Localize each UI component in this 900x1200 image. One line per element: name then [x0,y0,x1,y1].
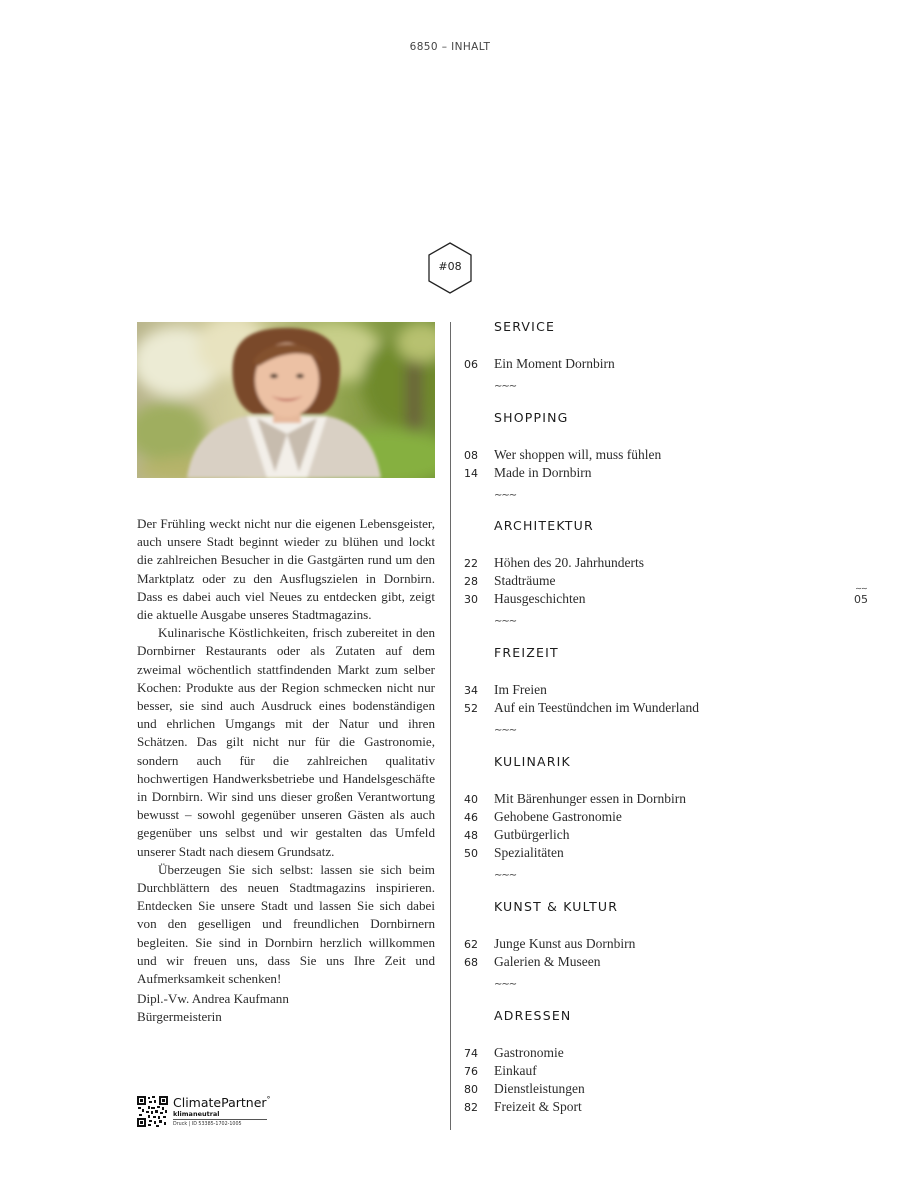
wave-ornament-icon: ∼∼ [855,584,867,593]
toc-entry-page: 68 [464,956,478,970]
toc-entry[interactable] [0,845,900,863]
toc-entry[interactable] [0,809,900,827]
toc-entry-page: 62 [464,938,478,951]
page-number: 05 [854,593,868,606]
toc-entry-title: Freizeit & Sport [494,1099,582,1115]
editorial-paragraph: Überzeugen Sie sich selbst: lassen sie sich beim Durchblättern des neuen Stadtmagazins inspirieren. Entdecken Sie unsere Stadt und lassen Sie sich dabei von den geselligen und freundlichen Dornbirnern begleiten. Sie sind in Dornbirn herzlich willkommen und wir freuen uns, dass Sie uns Ihre Zeit und Aufmerksamkeit schenken! [137,861,435,987]
toc-entry[interactable] [0,936,900,954]
wave-divider-icon: ∼∼∼ [494,870,517,882]
toc-entry-title: Im Freien [494,682,547,697]
toc-entry-page: 82 [464,1101,478,1115]
toc-entry-title: Gehobene Gastronomie [494,809,622,825]
toc-entry-page: 34 [464,684,478,697]
toc-entry-title: Ein Moment Dornbirn [494,356,615,371]
toc-section-heading: FREIZEIT [494,645,559,660]
wave-divider-icon: ∼∼∼ [494,979,517,991]
toc-entry-title: Gutbürgerlich [494,827,570,843]
wave-divider-icon: ∼∼∼ [494,381,517,393]
toc-entry[interactable] [0,356,900,374]
toc-section-heading: KUNST & KULTUR [494,899,619,914]
toc-entry[interactable] [0,447,900,465]
toc-entry-page: 40 [464,793,478,806]
toc-entry[interactable] [0,1081,900,1099]
toc-entry-page: 46 [464,811,478,825]
toc-entry-title: Einkauf [494,1063,537,1079]
climate-partner-tagline: klimaneutral [173,1110,220,1118]
toc-entry-title: Auf ein Teestündchen im Wunderland [494,700,699,716]
toc-entry-page: 76 [464,1065,478,1079]
toc-entry-page: 30 [464,593,478,607]
climate-partner-wordmark: ClimatePartner° [173,1095,271,1111]
toc-entry-page: 14 [464,467,478,481]
toc-section-heading: SERVICE [494,319,556,334]
wave-divider-icon: ∼∼∼ [494,490,517,502]
toc-entry-page: 08 [464,449,478,462]
toc-entry-title: Galerien & Museen [494,954,601,970]
toc-entry-page: 06 [464,358,478,371]
toc-entry[interactable] [0,555,900,573]
toc-entry-title: Spezialitäten [494,845,564,861]
wave-divider-icon: ∼∼∼ [494,616,517,628]
toc-entry-title: Hausgeschichten [494,591,586,607]
toc-entry-page: 48 [464,829,478,843]
toc-entry[interactable] [0,591,900,609]
running-header: 6850 – INHALT [409,41,491,53]
toc-entry[interactable] [0,791,900,809]
toc-entry[interactable] [0,465,900,483]
toc-entry[interactable] [0,700,900,718]
signature-role: Bürgermeisterin [137,1009,222,1025]
wave-divider-icon: ∼∼∼ [494,725,517,737]
toc-entry-page: 28 [464,575,478,589]
toc-entry-title: Gastronomie [494,1045,564,1060]
toc-entry-page: 80 [464,1083,478,1097]
toc-entry-title: Junge Kunst aus Dornbirn [494,936,636,951]
editorial-paragraph: Kulinarische Köstlichkeiten, frisch zubereitet in den Dornbirner Restaurants oder als Zutaten auf dem zweimal wöchentlich stattfindenden Markt zum selber Kochen: Produkte aus der Region schmecken nicht nur besser, sie sind auch Ausdruck eines bodenständigen und ehrlichen Umgangs mit der Natur und ihren Schätzen. Das gilt nicht nur für die Gastronomie, sondern auch für die zahlreichen qualitativ hochwertigen Handwerksbetriebe und Handelsgeschäfte in Dornbirn. Wir sind uns dieser großen Verantwortung bewusst – sowohl gegenüber unseren Gästen als auch gegenüber uns selbst und wir gestalten das Umfeld unserer Stadt nach diesem Grundsatz. [137,625,435,859]
toc-entry-page: 22 [464,557,478,570]
toc-entry[interactable] [0,573,900,591]
toc-entry[interactable] [0,1045,900,1063]
toc-entry-page: 52 [464,702,478,716]
toc-section-heading: KULINARIK [494,754,571,769]
signature-name: Dipl.-Vw. Andrea Kaufmann [137,991,289,1006]
toc-entry-title: Made in Dornbirn [494,465,592,481]
toc-entry-title: Dienstleistungen [494,1081,585,1097]
toc-entry-page: 50 [464,847,478,861]
page-folio [851,585,871,606]
toc-entry[interactable] [0,1099,900,1117]
toc-entry[interactable] [0,954,900,972]
toc-entry[interactable] [0,827,900,845]
toc-entry-title: Wer shoppen will, muss fühlen [494,447,662,462]
climate-partner-id: Druck | ID 53385-1702-1005 [173,1122,242,1127]
toc-entry-title: Stadträume [494,573,556,589]
toc-entry-title: Mit Bärenhunger essen in Dornbirn [494,791,686,806]
toc-entry[interactable] [0,1063,900,1081]
toc-entry-title: Höhen des 20. Jahrhunderts [494,555,644,570]
toc-section-heading: ADRESSEN [494,1008,572,1023]
toc-section-heading: SHOPPING [494,410,569,425]
editorial-paragraph: Der Frühling weckt nicht nur die eigenen Lebensgeister, auch unsere Stadt beginnt wieder zu blühen und lockt die zahlreichen Besucher in die Gastgärten rund um den Marktplatz oder zu den Ausflugszielen in Dornbirn. Dass es dabei auch viel Neues zu entdecken gibt, zeigt die aktuelle Ausgabe unseres Stadtmagazins. [137,516,435,623]
toc-section-heading: ARCHITEKTUR [494,518,594,533]
issue-number: #08 [438,260,462,273]
toc-entry[interactable] [0,682,900,700]
toc-entry-page: 74 [464,1047,478,1060]
